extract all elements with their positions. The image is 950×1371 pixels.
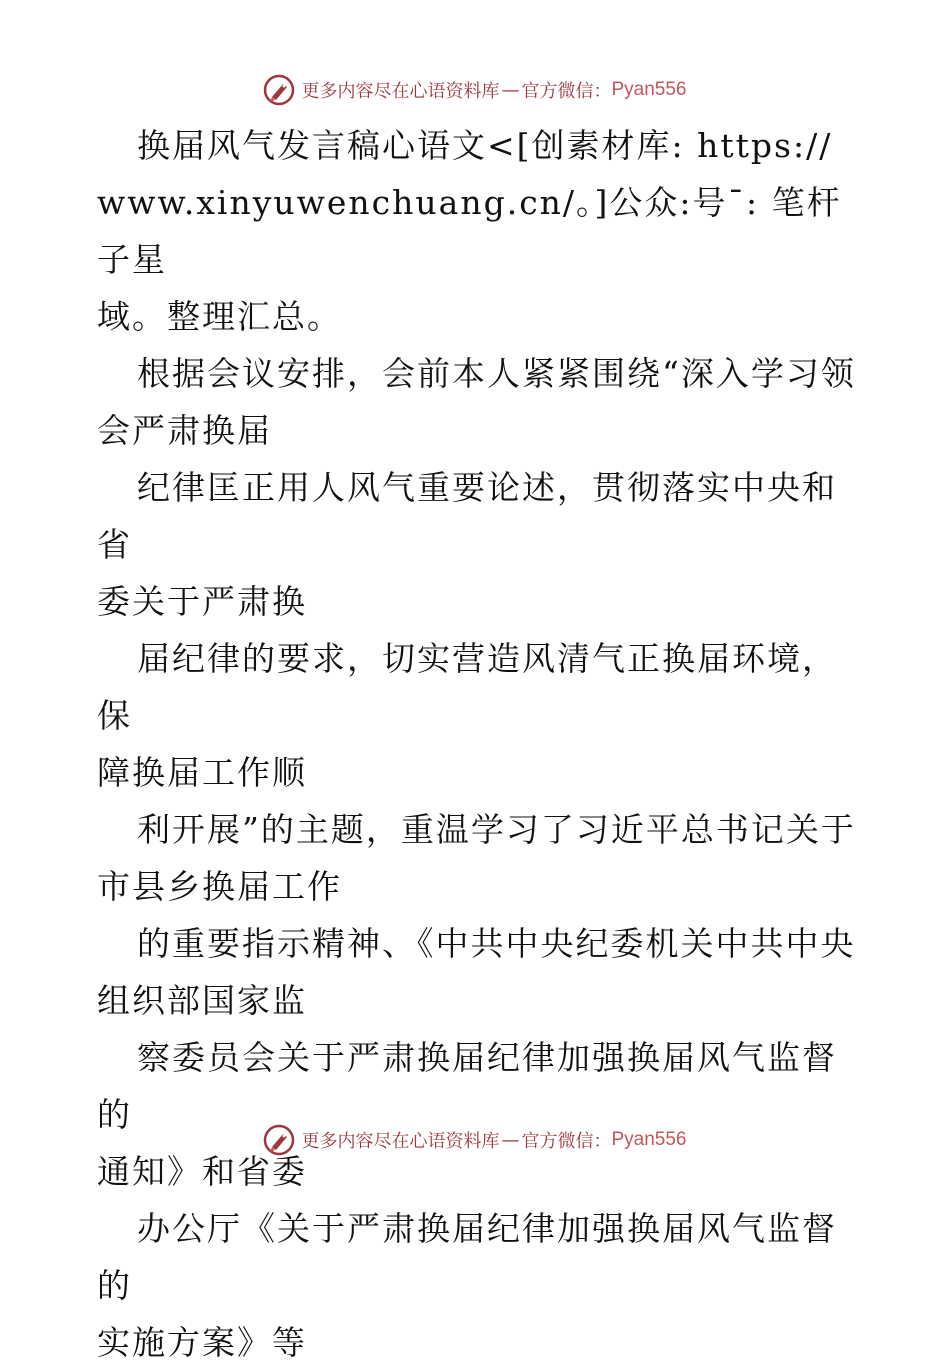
paragraph-line: 组织部国家监: [97, 981, 307, 1020]
paragraph-line: 委关于严肃换: [97, 582, 307, 621]
document-body: [97, 117, 857, 1371]
footer-banner: [0, 1120, 950, 1160]
paragraph-line: 届纪律的要求，切实营造风清气正换届环境，保: [97, 639, 837, 735]
paragraph: [97, 459, 857, 630]
paragraph-line: 根据会议安排，会前本人紧紧围绕“深入学习领: [137, 354, 856, 393]
paragraph-line: 会严肃换届: [97, 411, 272, 450]
paragraph-line: 利开展”的主题，重温学习了习近平总书记关于: [137, 810, 856, 849]
paragraph: [97, 915, 857, 1029]
banner-wechat-label: 官方微信：: [521, 81, 612, 102]
banner-wechat-id: Pyan556: [611, 1129, 687, 1150]
banner-wechat-label: 官方微信：: [521, 1131, 612, 1152]
paragraph: [97, 1200, 857, 1371]
paragraph: [97, 1029, 857, 1200]
banner-separator: —: [501, 1129, 520, 1151]
banner-separator: —: [501, 79, 520, 101]
paragraph-line: 的重要指示精神、《中共中央纪委机关中共中央: [137, 924, 856, 963]
paragraph-line: 办公厅《关于严肃换届纪律加强换届风气监督的: [97, 1209, 837, 1305]
paragraph-line: 通知》和省委: [97, 1152, 307, 1191]
banner-text: 更多内容尽在心语资料库: [301, 1131, 500, 1152]
pen-logo-icon: [263, 74, 295, 106]
banner-wechat-id: Pyan556: [611, 79, 687, 100]
paragraph-line: 障换届工作顺: [97, 753, 307, 792]
paragraph-line: 域。整理汇总。: [97, 297, 342, 336]
header-banner: [0, 70, 950, 110]
paragraph-line: www.xinyuwenchuang.cn/。]公众:号¯: 笔杆子星: [97, 183, 842, 279]
paragraph: [97, 801, 857, 915]
banner-text: 更多内容尽在心语资料库: [301, 81, 500, 102]
paragraph-line: 察委员会关于严肃换届纪律加强换届风气监督的: [97, 1038, 837, 1134]
paragraph: [97, 345, 857, 459]
pen-logo-icon: [263, 1124, 295, 1156]
paragraph: [97, 630, 857, 801]
paragraph-line: 市县乡换届工作: [97, 867, 342, 906]
paragraph-line: 实施方案》等: [97, 1323, 307, 1362]
paragraph: [97, 117, 857, 345]
paragraph-line: 换届风气发言稿心语文<[创素材库: https://: [137, 126, 833, 165]
paragraph-line: 纪律匡正用人风气重要论述，贯彻落实中央和省: [97, 468, 837, 564]
